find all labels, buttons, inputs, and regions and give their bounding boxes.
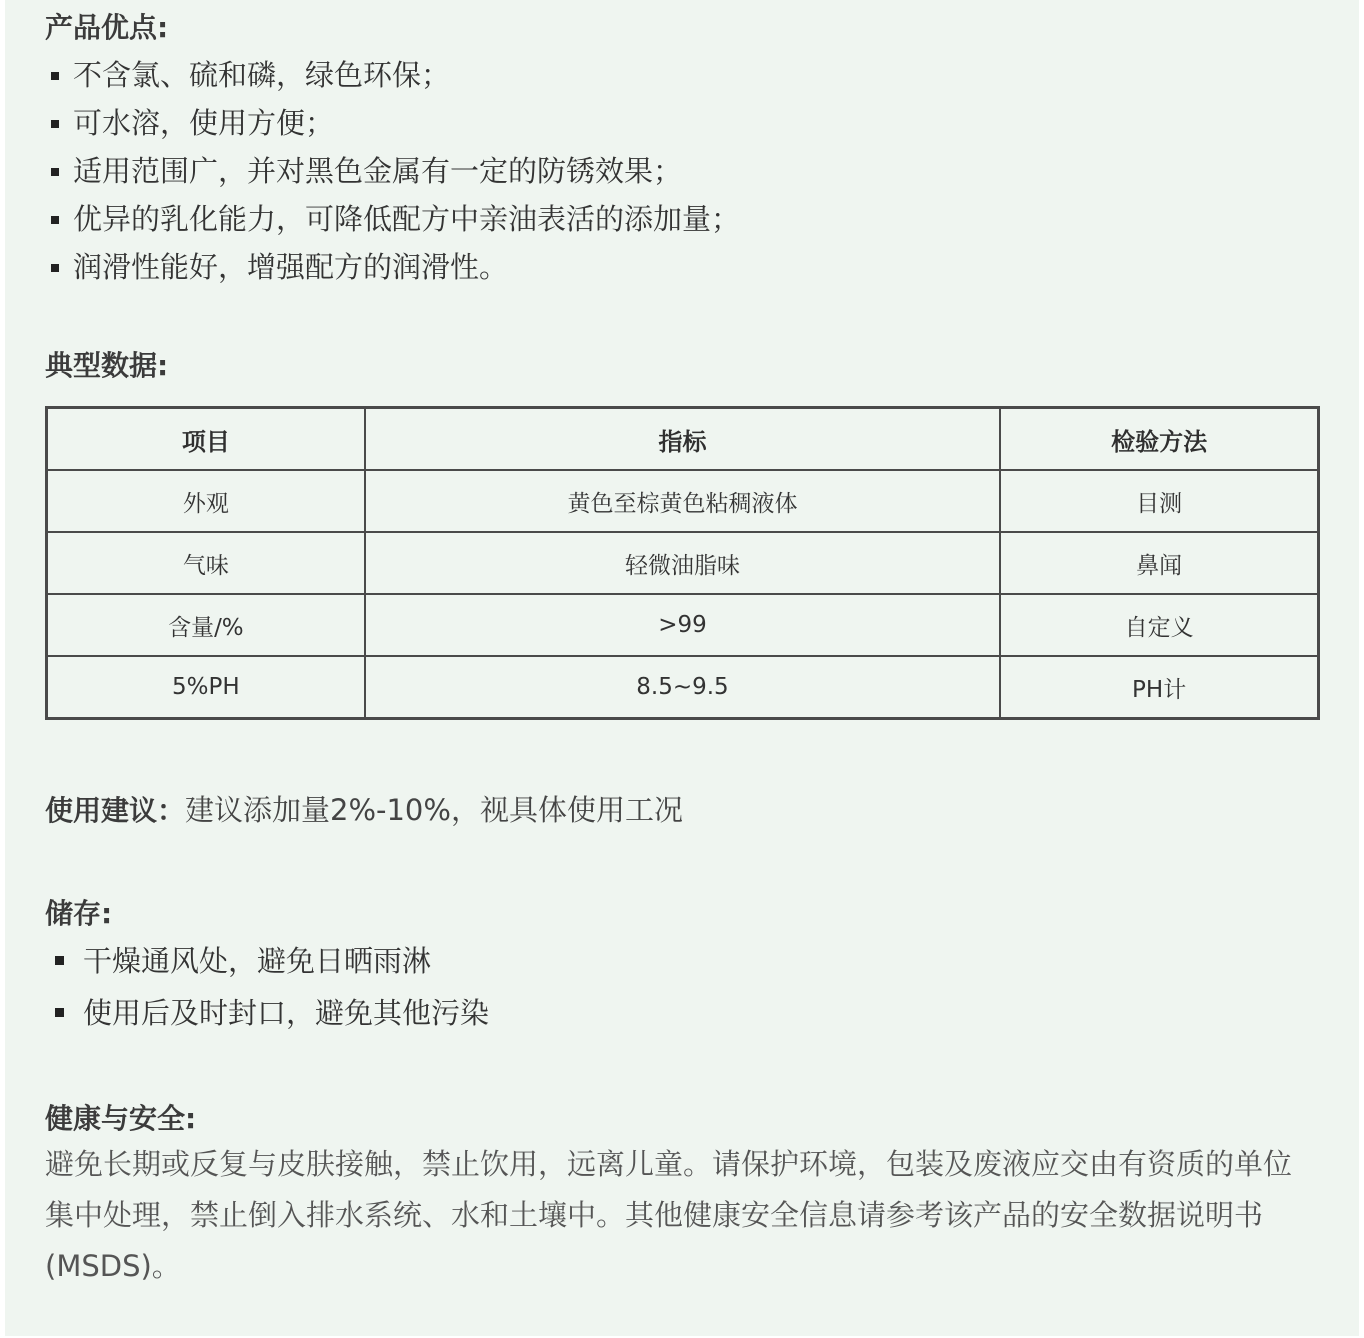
table-cell: 鼻闻 <box>1000 532 1318 594</box>
bullet-icon <box>51 216 59 224</box>
bullet-icon <box>51 264 59 272</box>
table-row <box>47 656 1319 719</box>
list-item <box>45 51 740 99</box>
table-header-row <box>47 408 1319 471</box>
table-row <box>47 594 1319 656</box>
bullet-icon <box>51 168 59 176</box>
table-cell: 目测 <box>1000 470 1318 532</box>
list-item <box>45 195 740 243</box>
bullet-icon <box>55 956 64 965</box>
list-item-text: 干燥通风处，避免日晒雨淋 <box>83 944 432 978</box>
column-header-item: 项目 <box>47 408 365 471</box>
table-cell: 轻微油脂味 <box>365 532 1000 594</box>
list-item-text: 润滑性能好，增强配方的润滑性。 <box>73 250 509 284</box>
table-cell: 黄色至棕黄色粘稠液体 <box>365 470 1000 532</box>
list-item-text: 使用后及时封口，避免其他污染 <box>83 996 490 1030</box>
table-cell: PH计 <box>1000 656 1318 719</box>
table-cell: 5%PH <box>47 656 365 719</box>
usage-text: 建议添加量2%-10%，视具体使用工况 <box>185 793 683 827</box>
bullet-icon <box>55 1008 64 1017</box>
list-item <box>45 935 489 987</box>
safety-heading: 健康与安全: <box>45 1102 197 1135</box>
list-item-text: 可水溶，使用方便； <box>73 106 335 140</box>
table-cell: 气味 <box>47 532 365 594</box>
advantages-list <box>45 51 740 291</box>
advantages-heading: 产品优点: <box>45 11 169 44</box>
table-cell: 自定义 <box>1000 594 1318 656</box>
safety-paragraph: 避免长期或反复与皮肤接触，禁止饮用，远离儿童。请保护环境，包装及废液应交由有资质的单位集中处理，禁止倒入排水系统、水和土壤中。其他健康安全信息请参考该产品的安全数据说明书 (MSDS)。 <box>45 1147 1293 1283</box>
typical-data-table <box>45 406 1320 720</box>
table-row <box>47 532 1319 594</box>
page-background <box>5 0 1359 1336</box>
table-row <box>47 470 1319 532</box>
table-cell: 外观 <box>47 470 365 532</box>
list-item-text: 不含氯、硫和磷，绿色环保； <box>73 58 451 92</box>
list-item-text: 优异的乳化能力，可降低配方中亲油表活的添加量； <box>73 202 741 236</box>
list-item <box>45 987 489 1039</box>
list-item <box>45 147 740 195</box>
table-cell: >99 <box>365 594 1000 656</box>
list-item <box>45 243 740 291</box>
usage-line <box>45 788 683 829</box>
column-header-method: 检验方法 <box>1000 408 1318 471</box>
bullet-icon <box>51 120 59 128</box>
usage-label: 使用建议： <box>45 794 186 827</box>
advantages-section <box>45 6 168 46</box>
storage-list <box>45 935 489 1039</box>
list-item <box>45 99 740 147</box>
table-cell: 8.5~9.5 <box>365 656 1000 719</box>
table-cell: 含量/% <box>47 594 365 656</box>
bullet-icon <box>51 72 59 80</box>
storage-heading: 储存: <box>45 897 113 930</box>
list-item-text: 适用范围广，并对黑色金属有一定的防锈效果； <box>73 154 683 188</box>
column-header-spec: 指标 <box>365 408 1000 471</box>
typical-data-heading: 典型数据: <box>45 349 169 382</box>
